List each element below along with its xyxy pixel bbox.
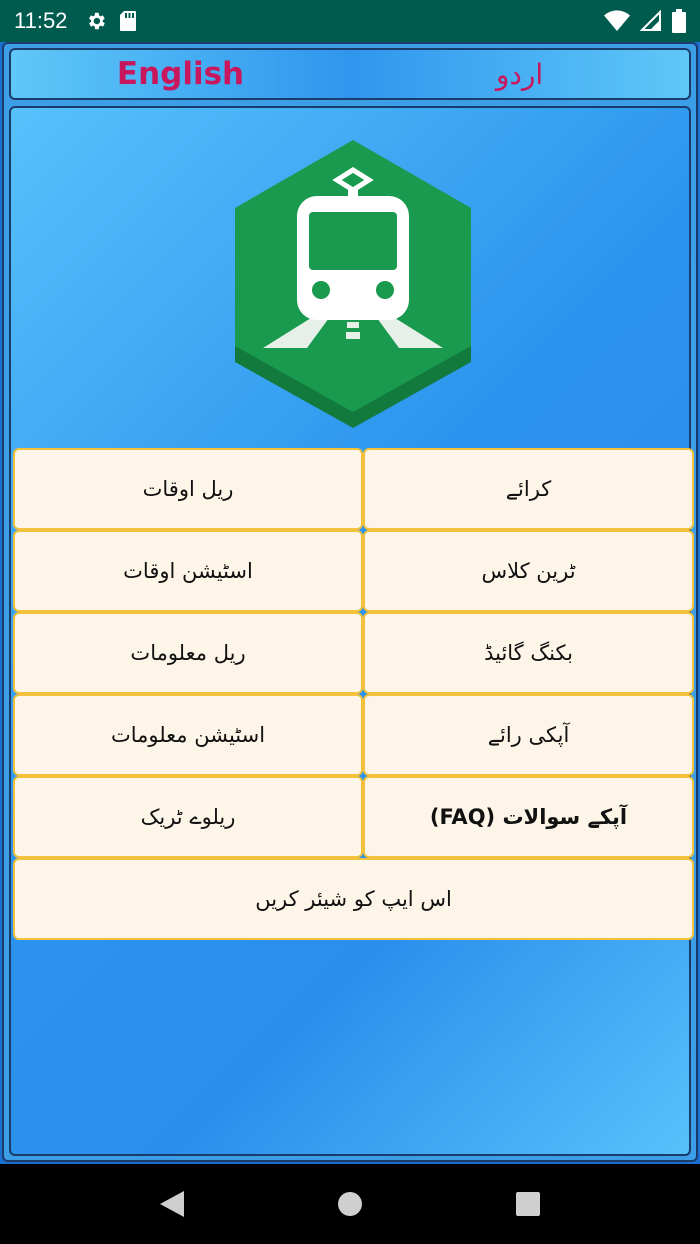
sd-card-icon	[119, 10, 137, 32]
urdu-language-button[interactable]: اردو	[495, 57, 544, 91]
status-bar	[0, 0, 700, 42]
train-icon	[229, 140, 477, 428]
language-bar	[9, 48, 691, 100]
home-icon[interactable]	[336, 1190, 364, 1218]
back-icon[interactable]	[158, 1189, 186, 1219]
feedback-button[interactable]: آپکی رائے	[363, 694, 694, 776]
station-timings-button[interactable]: اسٹیشن اوقات	[13, 530, 363, 612]
navigation-bar	[0, 1164, 700, 1244]
faq-button[interactable]: آپکے سوالات (FAQ)	[363, 776, 694, 858]
english-language-button[interactable]: English	[116, 56, 245, 92]
railway-track-button[interactable]: ریلوے ٹریک	[13, 776, 363, 858]
booking-guide-button[interactable]: بکنگ گائیڈ	[363, 612, 694, 694]
fares-button[interactable]: کرائے	[363, 448, 694, 530]
main-panel	[9, 106, 691, 1156]
signal-icon	[640, 10, 662, 32]
battery-icon	[672, 9, 686, 33]
station-info-button[interactable]: اسٹیشن معلومات	[13, 694, 363, 776]
gear-icon	[85, 10, 107, 32]
rail-info-button[interactable]: ریل معلومات	[13, 612, 363, 694]
app-window	[2, 42, 698, 1162]
train-class-button[interactable]: ٹرین کلاس	[363, 530, 694, 612]
wifi-icon	[604, 10, 630, 32]
rail-timings-button[interactable]: ریل اوقات	[13, 448, 363, 530]
share-app-button[interactable]: اس ایپ کو شیئر کریں	[13, 858, 694, 940]
recents-icon[interactable]	[514, 1190, 542, 1218]
status-time: 11:52	[14, 8, 68, 33]
